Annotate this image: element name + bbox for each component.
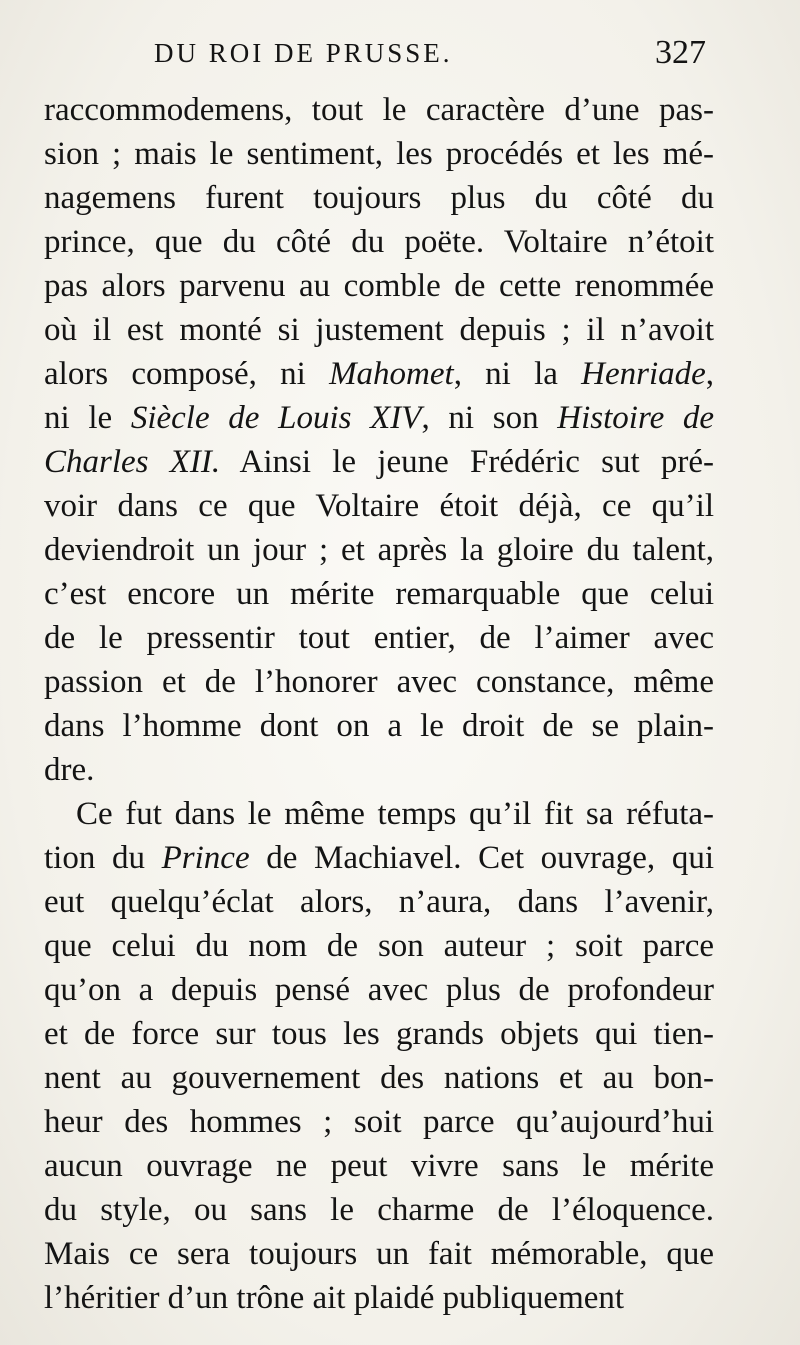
text-segment: Ce fut dans le même temps qu’il fit sa réfuta-	[76, 796, 714, 832]
text-line	[44, 308, 714, 352]
italic-title: Siècle de Louis XIV	[130, 400, 422, 436]
text-line	[44, 484, 714, 528]
text-line	[44, 528, 714, 572]
text-line	[44, 748, 714, 792]
text-line	[44, 1056, 714, 1100]
text-segment: l’héritier d’un trône ait plaidé publiquement	[44, 1280, 625, 1316]
text-line	[44, 968, 714, 1012]
text-segment: aucun ouvrage ne peut vivre sans le mérite	[44, 1148, 714, 1184]
italic-title: Histoire de	[557, 400, 715, 436]
text-segment: qu’on a depuis pensé avec plus de profondeur	[44, 972, 714, 1008]
text-segment: où il est monté si justement depuis ; il n’avoit	[44, 312, 714, 348]
text-segment: ni le	[44, 400, 131, 436]
italic-title: Mahomet	[329, 356, 454, 392]
italic-title: Charles XII.	[44, 444, 221, 480]
text-segment: pas alors parvenu au comble de cette renommée	[44, 268, 714, 304]
text-segment: que celui du nom de son auteur ; soit parce	[44, 928, 714, 964]
text-line	[44, 1012, 714, 1056]
text-segment: et de force sur tous les grands objets qui tien-	[44, 1016, 714, 1052]
text-segment: tion du	[44, 840, 162, 876]
text-line	[44, 572, 714, 616]
text-line	[44, 132, 714, 176]
text-segment: du style, ou sans le charme de l’éloquence.	[44, 1192, 714, 1228]
text-line	[44, 836, 714, 880]
text-segment: de le pressentir tout entier, de l’aimer avec	[44, 620, 714, 656]
italic-title: Prince	[161, 840, 250, 876]
text-segment: alors composé, ni	[44, 356, 330, 392]
text-segment: eut quelqu’éclat alors, n’aura, dans l’avenir,	[44, 884, 714, 920]
text-line	[44, 440, 714, 484]
text-line	[44, 792, 714, 836]
italic-title: Henriade	[581, 356, 706, 392]
text-line	[44, 616, 714, 660]
text-line	[44, 264, 714, 308]
text-segment: , ni son	[421, 400, 558, 436]
text-segment: passion et de l’honorer avec constance, même	[44, 664, 714, 700]
text-segment: dans l’homme dont on a le droit de se plain-	[44, 708, 714, 744]
text-segment: , ni la	[453, 356, 582, 392]
text-segment: de Machiavel. Cet ouvrage, qui	[249, 840, 714, 876]
text-line	[44, 1232, 714, 1276]
text-segment: dre.	[44, 752, 95, 788]
text-segment: raccommodemens, tout le caractère d’une pas-	[44, 92, 714, 128]
text-segment: nagemens furent toujours plus du côté du	[44, 180, 714, 216]
text-segment: voir dans ce que Voltaire étoit déjà, ce qu’il	[44, 488, 714, 524]
text-segment: ,	[705, 356, 715, 392]
body-text	[44, 88, 714, 1320]
text-line	[44, 220, 714, 264]
text-segment: nent au gouvernement des nations et au bon-	[44, 1060, 714, 1096]
page-header	[150, 34, 710, 78]
text-segment: heur des hommes ; soit parce qu’aujourd’hui	[44, 1104, 714, 1140]
text-segment: c’est encore un mérite remarquable que celui	[44, 576, 714, 612]
page-number: 327	[655, 34, 706, 71]
text-line	[44, 704, 714, 748]
text-segment: Mais ce sera toujours un fait mémorable, que	[44, 1236, 714, 1272]
text-line	[44, 1188, 714, 1232]
running-head: DU ROI DE PRUSSE.	[154, 38, 453, 68]
text-line	[44, 88, 714, 132]
text-segment: sion ; mais le sentiment, les procédés et les mé-	[44, 136, 714, 172]
text-line	[44, 352, 714, 396]
text-segment: deviendroit un jour ; et après la gloire du talent,	[44, 532, 714, 568]
text-line	[44, 1144, 714, 1188]
text-line	[44, 1276, 714, 1320]
text-line	[44, 396, 714, 440]
text-line	[44, 880, 714, 924]
text-segment: prince, que du côté du poëte. Voltaire n’étoit	[44, 224, 714, 260]
text-line	[44, 1100, 714, 1144]
text-line	[44, 924, 714, 968]
text-line	[44, 660, 714, 704]
text-segment: Ainsi le jeune Frédéric sut pré-	[220, 444, 714, 480]
text-line	[44, 176, 714, 220]
